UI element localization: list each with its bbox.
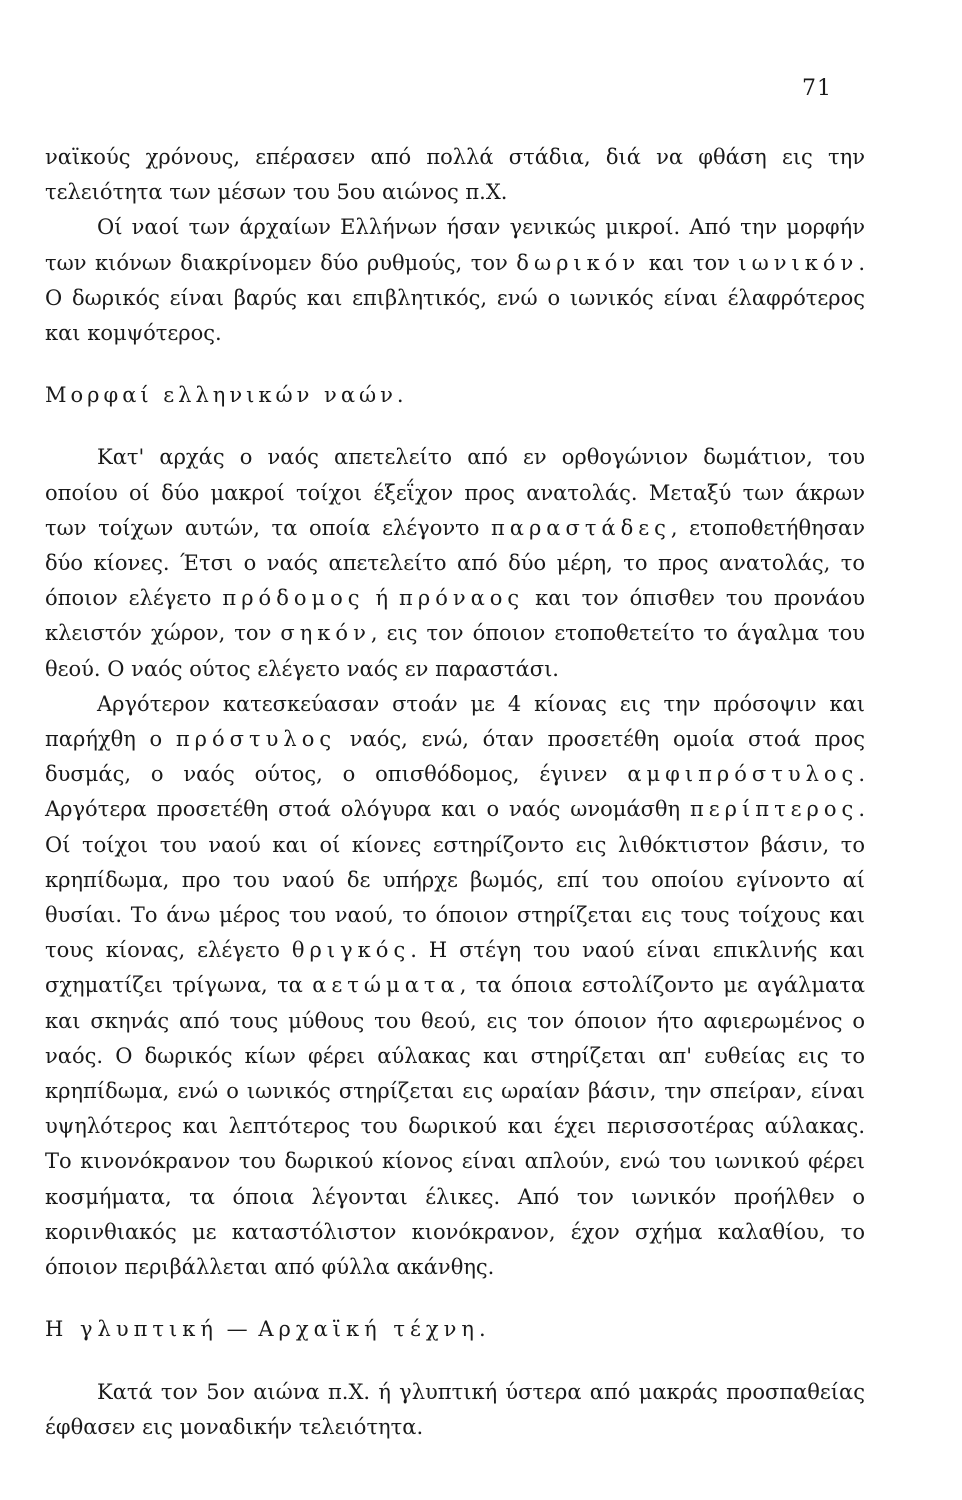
text-run: , τα όποια εστολίζοντο με αγάλματα και σκηνάς από τους μύθους του θεού, εις τον όποιον ήτο αφιερωμένος ο ναός. Ο δωρικός κίων φέρει αύλακας και στηρίζεται απ' ευθείας εις το κρηπίδωμα, ενώ ο ιωνικός στηρίζεται εις ωραίαν βάσιν, την σπείραν, είναι υψηλότερος και λεπτότερος του δωρικού και έχει περισσοτέρας αύλακας. Το κινονόκρανον του δωρικού κίονος είναι απλούν, ενώ του ιωνικού φέρει κοσμήματα, τα όποια λέγονται έλικες. Από τον ιωνικόν προήλθεν ο κορινθιακός με καταστόλιστον κιονόκρανον, έχον σχήμα καλαθίου, το όποιον περιβάλλεται από φύλλα ακάνθης. bbox=[45, 973, 865, 1280]
paragraph bbox=[45, 210, 865, 351]
paragraph: Κατά τον 5ον αιώνα π.Χ. ή γλυπτική ύστερα από μακράς προσπαθείας έφθασεν εις μοναδικήν τελειότητα. bbox=[45, 1379, 865, 1439]
text-run: . Η στέγη του ναού είναι επικλινής και σχηματίζει τρίγωνα, τα bbox=[45, 938, 865, 998]
page-number: 71 bbox=[802, 76, 832, 101]
paragraph: ναϊκούς χρόνους, επέρασεν από πολλά στάδια, διά να φθάση εις την τελειότητα των μέσων του 5ου αιώνος π.Χ. bbox=[45, 145, 865, 205]
text-run: . Αργότερα προσετέθη στοά ολόγυρα και ο ναός ωνομάσθη bbox=[45, 762, 865, 822]
spaced-term: δωρικόν bbox=[516, 250, 641, 275]
text-run: . Οί τοίχοι του ναού και οί κίονες εστηρίζοντο εις λιθόκτιστον βάσιν, το κρηπίδωμα, προ του ναού δε υπήρχε βωμός, επί του οποίου εγίνοντο αί θυσίαι. Το άνω μέρος του ναού, το όποιον στηρίζεται εις τους τοίχους και τους κίονας, ελέγετο bbox=[45, 797, 865, 963]
spaced-term: αετώματα bbox=[312, 973, 460, 998]
spaced-term: θριγκός bbox=[291, 938, 411, 963]
spaced-term: σηκόν bbox=[280, 621, 371, 646]
spaced-term: πρόστυλος bbox=[175, 727, 337, 752]
paragraph bbox=[45, 440, 865, 686]
text-run: και τον bbox=[640, 250, 739, 275]
spaced-term: ιωνικόν bbox=[738, 250, 859, 275]
spaced-term: πρόδομος bbox=[222, 586, 365, 611]
text-run: , ετοποθετήθησαν δύο κίονες. Έτσι ο ναός απετελείτο από δύο μέρη, το προς ανατολάς, το όποιον ελέγετο bbox=[45, 515, 865, 611]
heading-dash: — bbox=[217, 1317, 259, 1342]
spaced-term: πρόναος bbox=[399, 586, 525, 611]
spaced-term: παραστάδες bbox=[490, 515, 671, 540]
spaced-term: περίπτερος bbox=[690, 797, 859, 822]
heading-period: . bbox=[478, 1317, 488, 1342]
text-run: . Ο δωρικός είναι βαρύς και επιβλητικός, ενώ ο ιωνικός είναι έλαφρότερος και κομψότερος. bbox=[45, 250, 866, 346]
text-run: ναός, ενώ, όταν προσετέθη ομοία στοά προς δυσμάς, ο ναός ούτος, ο οπισθόδομος, έγινεν bbox=[45, 727, 865, 787]
text-run: και τον όπισθεν του προνάου κλειστόν χώρον, τον bbox=[45, 586, 866, 646]
text-run: Κατ' αρχάς ο ναός απετελείτο από εν ορθογώνιον δωμάτιον, του οποίου οί δύο μακροί τοίχοι έξεΐχον προς ανατολάς. Μεταξύ των άκρων των τοίχων αυτών, τα οποία ελέγοντο bbox=[45, 445, 865, 540]
text-run: ή bbox=[364, 586, 400, 611]
heading-part: Αρχαϊκή τέχνη bbox=[258, 1317, 479, 1342]
text-run: , εις τον όποιον ετοποθετείτο το άγαλμα του θεού. Ο ναός ούτος ελέγετο ναός εν παραστάσι. bbox=[45, 621, 865, 681]
spaced-term: αμφιπρόστυλος bbox=[627, 762, 859, 787]
section-heading bbox=[45, 1312, 865, 1347]
heading-part: Η γλυπτική bbox=[45, 1317, 218, 1342]
section-heading: Μορφαί ελληνικών ναών. bbox=[45, 383, 408, 408]
text-run: Αργότερον κατεσκεύασαν στοάν με 4 κίονας εις την πρόσοψιν και παρήχθη ο bbox=[45, 691, 865, 752]
paragraph bbox=[45, 687, 865, 1285]
page-body bbox=[45, 140, 865, 1445]
text-run: Οί ναοί των άρχαίων Ελλήνων ήσαν γενικώς μικροί. Από την μορφήν των κιόνων διακρίνομεν δύο ρυθμούς, τον bbox=[45, 215, 865, 275]
